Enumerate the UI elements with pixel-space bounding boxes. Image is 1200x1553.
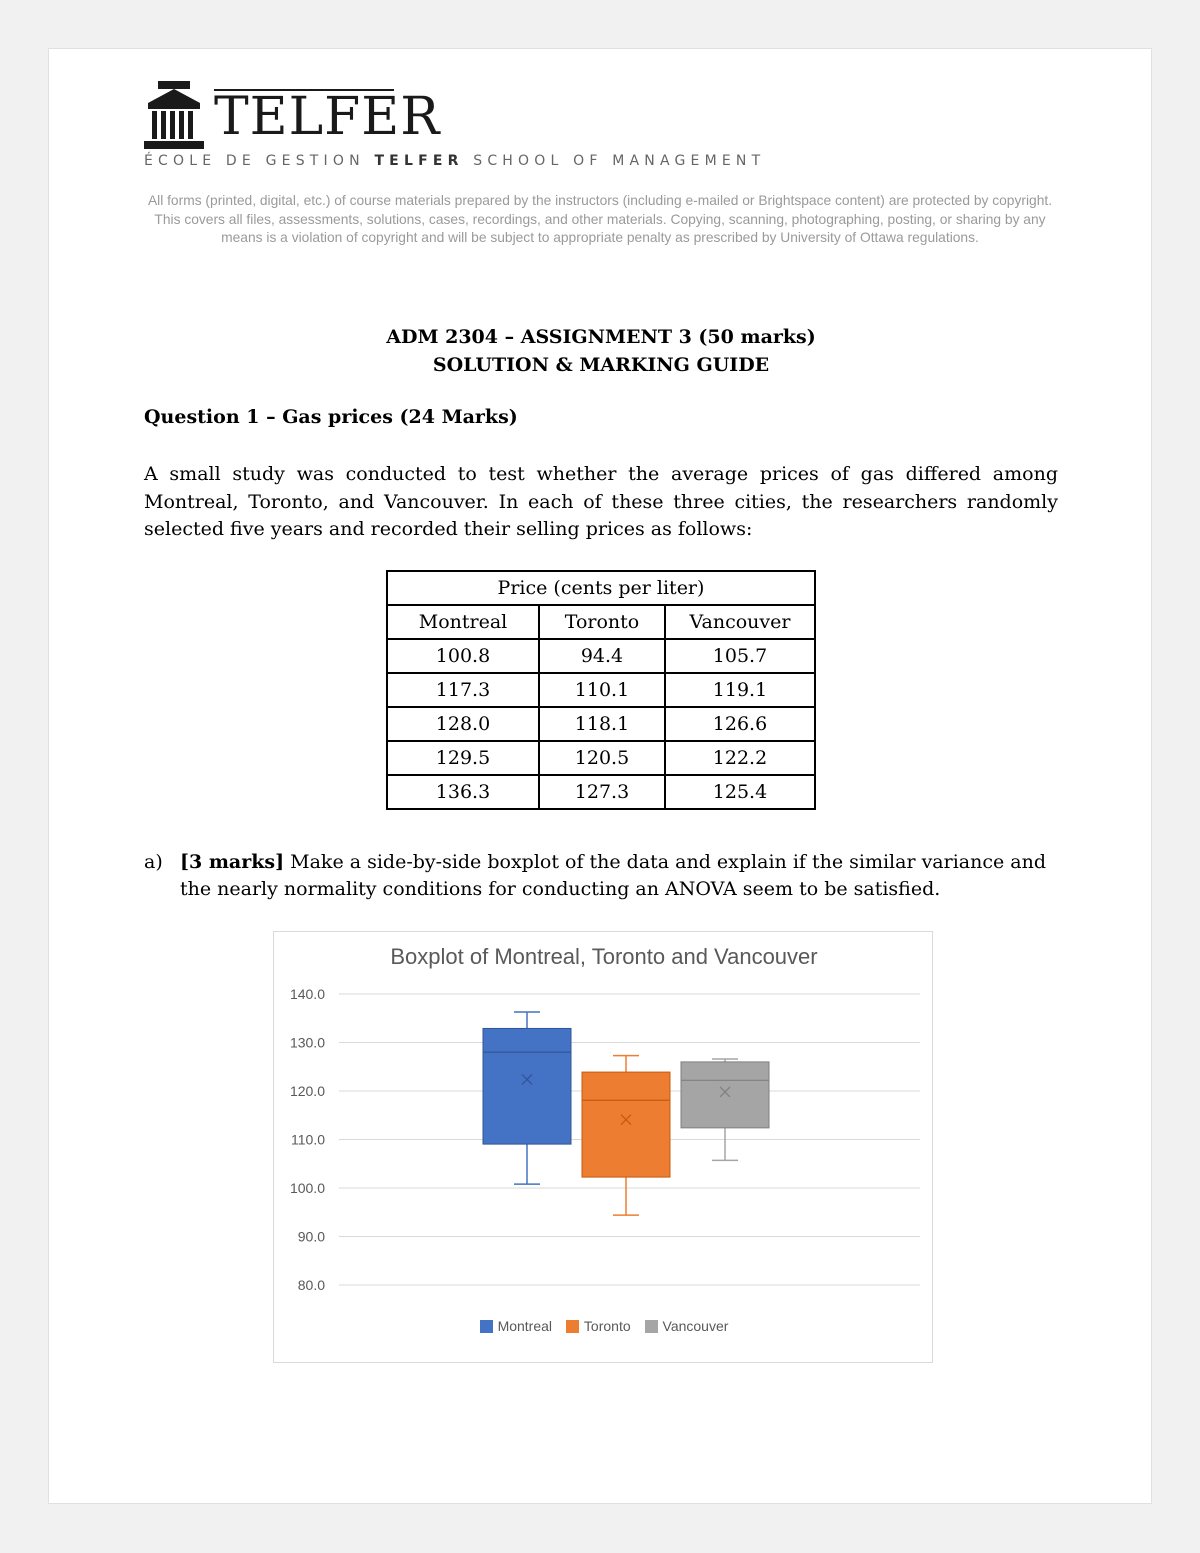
document-title: ADM 2304 – ASSIGNMENT 3 (50 marks) SOLUTION & MARKING GUIDE [386, 326, 816, 376]
chart-title: Boxplot of Montreal, Toronto and Vancouver [390, 944, 818, 969]
y-tick-label: 80.0 [297, 1277, 325, 1293]
logo-wordmark: TELFER [214, 87, 441, 147]
legend-swatch [645, 1320, 658, 1333]
question-part-a [144, 849, 1064, 903]
question-paragraph: A small study was conducted to test whether the average prices of gas differed among Montreal, Toronto, and Vancouver. In each of these three cities, the researchers randomly selected five years and recorded their selling prices as follows: [144, 463, 1058, 540]
boxplot-chart [273, 931, 933, 1363]
legend-item: Vancouver [645, 1318, 729, 1334]
logo-subtitle: ÉCOLE DE GESTION TELFER SCHOOL OF MANAGEMENT [144, 153, 766, 169]
y-tick-label: 140.0 [289, 986, 325, 1002]
table-header: Vancouver [665, 605, 815, 639]
legend-item: Toronto [566, 1318, 631, 1334]
y-tick-label: 130.0 [289, 1034, 325, 1051]
table-header: Montreal [387, 605, 539, 639]
chart-legend [274, 1318, 934, 1334]
document-page [48, 48, 1152, 1504]
part-text: Make a side-by-side boxplot of the data and explain if the similar variance and the nearly normality conditions for conducting an ANOVA seem to be satisfied. [180, 851, 1047, 900]
table-header: Toronto [539, 605, 665, 639]
box-montreal [483, 1028, 571, 1144]
part-label: a) [144, 851, 163, 873]
price-table [386, 570, 816, 810]
question-heading: Question 1 – Gas prices (24 Marks) [144, 406, 518, 428]
y-tick-label: 110.0 [291, 1131, 325, 1148]
building-icon [144, 81, 204, 153]
legend-item: Montreal [480, 1318, 552, 1334]
y-tick-label: 120.0 [289, 1083, 325, 1099]
y-tick-label: 100.0 [289, 1180, 325, 1196]
part-marks: [3 marks] [180, 851, 285, 873]
table-row: 128.0 118.1 126.6 [387, 707, 815, 741]
table-caption: Price (cents per liter) [387, 571, 815, 605]
table-row: 117.3 110.1 119.1 [387, 673, 815, 707]
table-row: 136.3 127.3 125.4 [387, 775, 815, 809]
y-tick-label: 90.0 [297, 1228, 325, 1245]
copyright-notice: All forms (printed, digital, etc.) of course materials prepared by the instructors (including e-mailed or Brightspace content) are protected by copyright. This covers all files, assessments, solutions, cases, recordings, and other materials. Copying, scanning, photographing, posting, or sharing by any means is a violation of copyright and will be subject to appropriate penalty as prescribed by University of Ottawa regulations. [147, 193, 1053, 245]
box-vancouver [681, 1062, 769, 1128]
table-row: 129.5 120.5 122.2 [387, 741, 815, 775]
table-row: 100.8 94.4 105.7 [387, 639, 815, 673]
legend-swatch [566, 1320, 579, 1333]
telfer-logo [144, 79, 764, 189]
box-toronto [582, 1072, 670, 1177]
boxplot-plot [274, 932, 934, 1312]
legend-swatch [480, 1320, 493, 1333]
